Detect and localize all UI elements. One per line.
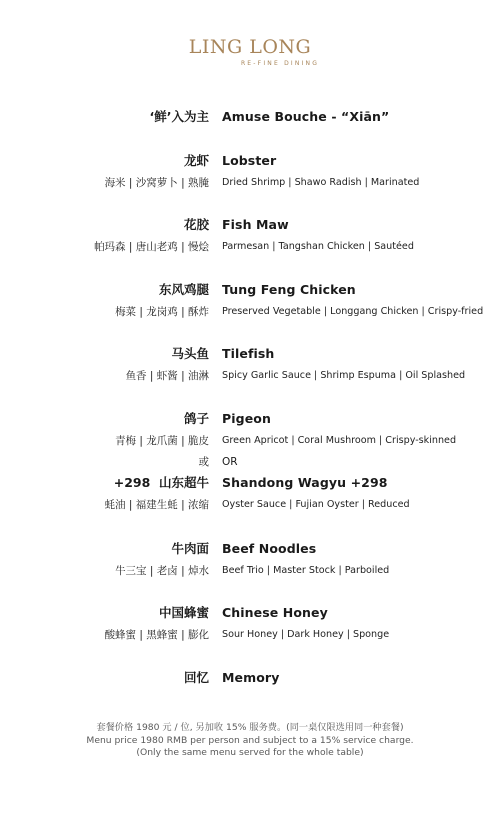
course-alt-name-cn: +298 山东超牛 [113, 475, 209, 490]
course-name-cn: 花胶 [183, 217, 209, 232]
course-beef-noodles [0, 540, 500, 580]
menu-footer [0, 722, 500, 760]
footer-note-en: (Only the same menu served for the whole table) [136, 747, 364, 758]
course-desc-en: Beef Trio | Master Stock | Parboiled [222, 565, 390, 576]
course-name-cn: 回忆 [183, 670, 209, 685]
course-desc-cn: 海米 | 沙窝萝卜 | 熟腌 [104, 177, 209, 189]
course-desc-row [0, 238, 500, 256]
course-name-cn: 中国蜂蜜 [158, 605, 209, 620]
course-name-row [0, 152, 500, 170]
or-label-en: OR [222, 456, 238, 468]
footer-price-en: Menu price 1980 RMB per person and subject to a 15% service charge. [86, 734, 414, 746]
course-name-cn: 牛肉面 [171, 541, 209, 556]
course-desc-en: Parmesan | Tangshan Chicken | Sautéed [222, 241, 414, 252]
course-name-en: Lobster [222, 153, 277, 168]
course-name-en: Beef Noodles [222, 541, 317, 556]
course-desc-row [0, 174, 500, 192]
course-alt-name-row [0, 474, 500, 492]
course-name-en: Tung Feng Chicken [222, 282, 356, 297]
course-desc-cn: 帕玛森 | 唐山老鸡 | 慢烩 [94, 241, 209, 253]
course-desc-row [0, 432, 500, 450]
course-or-row [0, 453, 500, 471]
course-desc-en: Green Apricot | Coral Mushroom | Crispy-skinned [222, 435, 457, 446]
footer-price-cn: 套餐价格 1980 元 / 位, 另加收 15% 服务费。(同一桌仅限选用同一种套餐) [96, 722, 404, 733]
course-name-cn: 龙虾 [183, 153, 209, 168]
course-name-row [0, 281, 500, 299]
course-name-en: Fish Maw [222, 217, 289, 232]
brand-logo-text: LING LONG [188, 36, 312, 58]
course-desc-en: Sour Honey | Dark Honey | Sponge [222, 629, 390, 640]
course-desc-row [0, 303, 500, 321]
course-name-row [0, 604, 500, 622]
course-name-cn: ‘鲜’入为主 [149, 109, 209, 124]
course-alt-desc-row [0, 496, 500, 514]
course-fish-maw [0, 216, 500, 256]
course-name-cn: 马头鱼 [171, 346, 209, 361]
course-amuse-bouche [0, 108, 500, 126]
course-name-en: Pigeon [222, 411, 271, 426]
course-desc-cn: 酸蜂蜜 | 黑蜂蜜 | 膨化 [104, 629, 209, 641]
course-alt-name-en: Shandong Wagyu +298 [222, 475, 388, 490]
course-chinese-honey [0, 604, 500, 644]
course-desc-cn: 鱼香 | 虾酱 | 油淋 [125, 370, 209, 382]
course-name-en: Amuse Bouche - “Xiān” [222, 109, 390, 124]
course-desc-cn: 青梅 | 龙爪菌 | 脆皮 [115, 435, 209, 447]
course-name-row [0, 669, 500, 687]
course-desc-en: Preserved Vegetable | Longgang Chicken | Crispy-fried [222, 306, 484, 317]
course-desc-row [0, 626, 500, 644]
course-alt-desc-cn: 蚝油 | 福建生蚝 | 浓缩 [104, 499, 209, 511]
course-name-row [0, 345, 500, 363]
course-alt-desc-en: Oyster Sauce | Fujian Oyster | Reduced [222, 499, 410, 510]
brand-subtitle: RE-FINE DINING [240, 60, 320, 67]
or-label-cn: 或 [198, 456, 209, 468]
course-name-row [0, 108, 500, 126]
course-name-en: Memory [222, 670, 280, 685]
course-pigeon [0, 410, 500, 514]
course-name-row [0, 540, 500, 558]
course-tilefish [0, 345, 500, 385]
course-name-row [0, 410, 500, 428]
course-name-en: Chinese Honey [222, 605, 328, 620]
course-name-cn: 东风鸡腿 [158, 282, 209, 297]
course-tung-feng-chicken [0, 281, 500, 321]
course-desc-cn: 牛三宝 | 老卤 | 焯水 [115, 565, 209, 577]
course-name-en: Tilefish [222, 346, 275, 361]
course-memory [0, 669, 500, 687]
course-name-row [0, 216, 500, 234]
course-desc-cn: 梅菜 | 龙岗鸡 | 酥炸 [115, 306, 209, 318]
course-desc-en: Dried Shrimp | Shawo Radish | Marinated [222, 177, 420, 188]
course-name-cn: 鸽子 [183, 411, 209, 426]
course-desc-en: Spicy Garlic Sauce | Shrimp Espuma | Oil Splashed [222, 370, 466, 381]
course-desc-row [0, 367, 500, 385]
brand-header [0, 36, 500, 67]
course-lobster [0, 152, 500, 192]
course-desc-row [0, 562, 500, 580]
